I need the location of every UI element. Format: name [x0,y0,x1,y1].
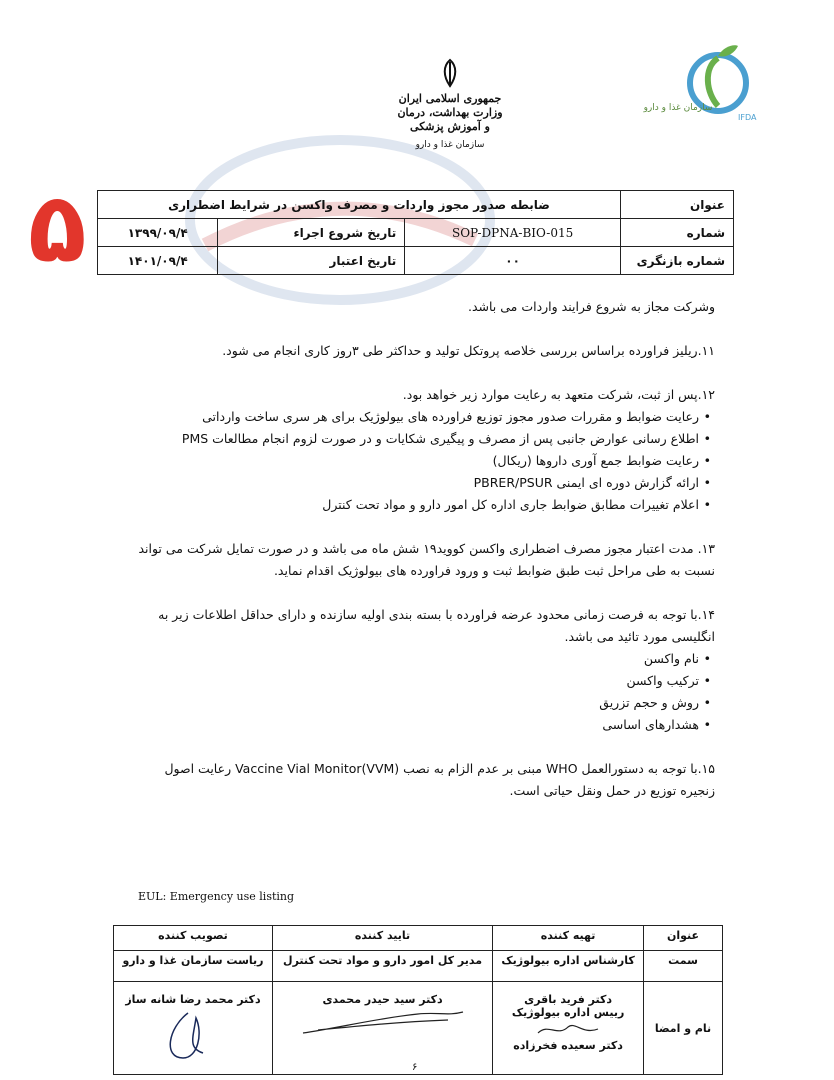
logo-caption: سازمان غذا و دارو [643,103,713,113]
preparer-name-2: دکتر سعیده فخرزاده [513,1039,623,1052]
col-header-approver: تایید کننده [272,926,492,951]
preparer-cell [493,982,644,1075]
list-item: • رعایت ضوابط جمع آوری داروها (ریکال) [80,450,699,472]
emblem-line: جمهوری اسلامی ایران [398,92,502,105]
validity-value: ۱۴۰۱/۰۹/۴ [98,247,218,275]
list-item: • اعلام تغییرات مطابق ضوابط جاری اداره کل امور دارو و مواد تحت کنترل [80,494,699,516]
footnote: EUL: Emergency use listing [138,890,295,903]
item-13-line1: ۱۳. مدت اعتبار مجوز مصرف اضطراری واکسن کووید۱۹ شش ماه می باشد و در صورت تمایل شرکت می تواند [138,541,715,556]
preparer-name: دکتر فرید باقری [524,993,613,1006]
col-header-ratifier: تصویب کننده [114,926,273,951]
list-item: • ترکیب واکسن [80,670,699,692]
col-header-preparer: تهیه کننده [493,926,644,951]
list-item: • نام واکسن [80,648,699,670]
position-label: سمت [644,951,723,982]
organization-name: سازمان غذا و دارو [415,140,485,150]
list-item: • هشدارهای اساسی [80,714,699,736]
item-15-line1: ۱۵.با توجه به دستورالعمل WHO مبنی بر عدم الزام به نصب Vaccine Vial Monitor(VVM) رعایت اصول [164,761,715,776]
validity-label: تاریخ اعتبار [218,247,405,275]
revision-label: شماره بازنگری [621,247,734,275]
ratifier-name: دکتر محمد رضا شانه ساز [125,993,261,1006]
ratifier-position: ریاست سازمان غذا و دارو [114,951,273,982]
list-item: • اطلاع رسانی عوارض جانبی پس از مصرف و پیگیری شکایات و در صورت لزوم انجام مطالعات PMS [80,428,699,450]
number-label: شماره [621,219,734,247]
list-item: • رعایت ضوابط و مقررات صدور مجوز توزیع فراورده های بیولوژیک برای هر سری ساخت وارداتی [80,406,699,428]
ratifier-cell [114,982,273,1075]
ifda-abbr: IFDA [738,113,757,122]
signature-icon [533,1021,603,1039]
signature-icon [298,1008,468,1038]
preparer-position: کارشناس اداره بیولوژیک [493,951,644,982]
iran-emblem-icon [437,58,463,88]
col-header-title: عنوان [644,926,723,951]
item-14-list [80,648,715,736]
list-item: • روش و حجم تزریق [80,692,699,714]
document-number: SOP-DPNA-BIO-015 [405,219,621,247]
item-11: ۱۱.ریلیز فراورده براساس بررسی خلاصه پروتکل تولید و حداکثر طی ۳روز کاری انجام می شود. [222,343,715,358]
page-footer-number: ۶ [412,1062,418,1073]
signature-icon [158,1008,228,1063]
start-date-label: تاریخ شروع اجراء [218,219,405,247]
item-13-line2: نسبت به طی مراحل ثبت طبق ضوابط ثبت و ورود فراورده های بیولوژیک اقدام نماید. [273,563,715,578]
document-title: ضابطه صدور مجوز واردات و مصرف واکسن در شرایط اضطراری [98,191,621,219]
approver-name: دکتر سید حیدر محمدی [322,993,443,1006]
emblem-line: وزارت بهداشت، درمان و آموزش پزشکی [397,106,503,133]
approver-position: مدیر کل امور دارو و مواد تحت کنترل [272,951,492,982]
title-label: عنوان [621,191,734,219]
list-item: • ارائه گزارش دوره ای ایمنی PBRER/PSUR [80,472,699,494]
item-14-line2: انگلیسی مورد تائید می باشد. [564,629,715,644]
signature-table [113,925,723,1075]
intro-text: وشرکت مجاز به شروع فرایند واردات می باشد. [467,299,715,314]
document-body [80,296,715,802]
item-14-line1: ۱۴.با توجه به فرصت زمانی محدود عرضه فراورده با بسته بندی اولیه سازنده و دارای حداقل اطلاعات زیر به [158,607,715,622]
revision-value: ۰۰ [405,247,621,275]
item-12: ۱۲.پس از ثبت، شرکت متعهد به رعایت موارد زیر خواهد بود. [402,387,715,402]
approver-cell [272,982,492,1075]
start-date-value: ۱۳۹۹/۰۹/۴ [98,219,218,247]
preparer-title: رییس اداره بیولوژیک [511,1006,625,1019]
page-number-big: ۵ [28,172,87,284]
name-sign-label: نام و امضا [644,982,723,1075]
item-15-line2: زنجیره توزیع در حمل ونقل حیاتی است. [509,783,715,798]
document-info-table [97,190,734,275]
ministry-emblem [395,58,505,168]
item-12-list [80,406,715,516]
